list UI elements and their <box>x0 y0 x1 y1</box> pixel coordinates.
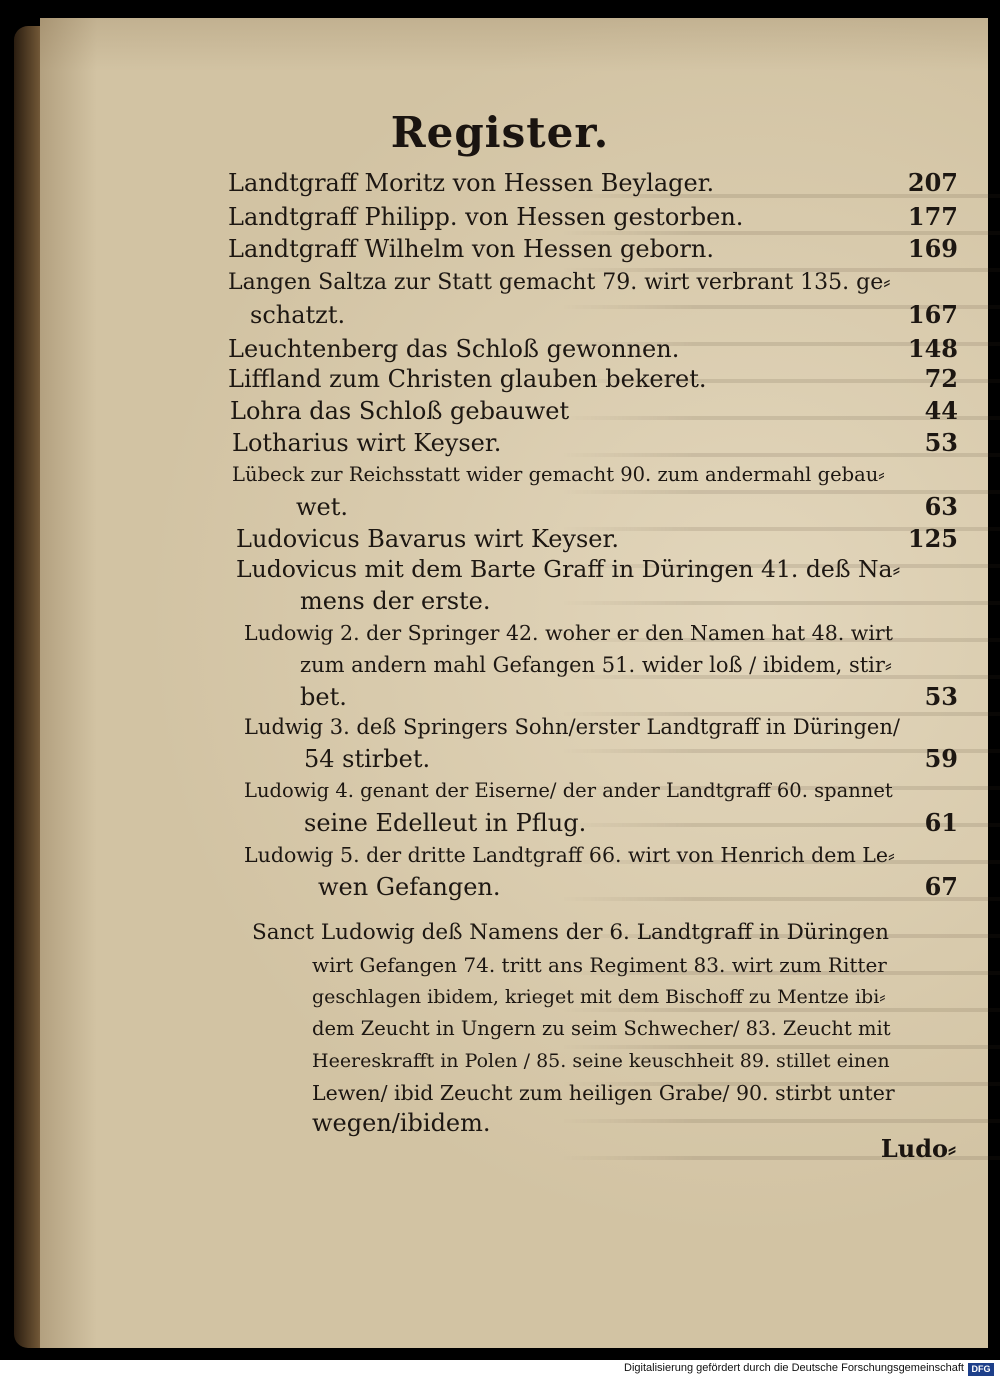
page-reference: 67 <box>924 872 958 901</box>
page-reference: 167 <box>907 300 958 329</box>
page-reference: 125 <box>907 524 958 553</box>
dfg-logo-icon: DFG <box>968 1363 994 1376</box>
entry-continuation: seine Edelleut in Pflug. <box>304 809 587 837</box>
page-reference: 59 <box>924 744 958 773</box>
entry-continuation: zum andern mahl Gefangen 51. wider loß / ibidem, stir⸗ <box>300 653 892 677</box>
entry-line: Landtgraff Moritz von Hessen Beylager. <box>228 169 715 197</box>
page-reference: 61 <box>924 808 958 837</box>
entry-line: Ludwig 3. deß Springers Sohn/erster Landtgraff in Düringen/ <box>244 715 900 739</box>
entry-continuation: wirt Gefangen 74. tritt ans Regiment 83. wirt zum Ritter <box>312 953 887 977</box>
catchword: Ludo⸗ <box>880 1134 956 1163</box>
entry-continuation: wet. <box>296 493 349 521</box>
entry-line: Ludovicus mit dem Barte Graff in Düringen 41. deß Na⸗ <box>236 555 901 583</box>
entry-line: Sanct Ludowig deß Namens der 6. Landtgraff in Düringen <box>252 920 889 945</box>
entry-continuation: dem Zeucht in Ungern zu seim Schwecher/ 83. Zeucht mit <box>312 1017 891 1040</box>
entry-line: Landtgraff Philipp. von Hessen gestorben. <box>228 203 744 231</box>
entry-continuation: schatzt. <box>250 301 346 329</box>
footer-credit: Digitalisierung gefördert durch die Deutsche Forschungsgemeinschaft <box>624 1362 964 1374</box>
entry-continuation: mens der erste. <box>300 587 491 615</box>
page-reference: 72 <box>924 364 958 393</box>
page-reference: 177 <box>907 202 958 231</box>
entry-continuation: bet. <box>300 683 347 711</box>
entry-line: Ludowig 4. genant der Eiserne/ der ander Landtgraff 60. spannet <box>244 779 893 802</box>
entry-line: Leuchtenberg das Schloß gewonnen. <box>228 335 680 363</box>
page-reference: 53 <box>924 428 958 457</box>
footer-bar <box>0 1360 1000 1380</box>
entry-continuation: 54 stirbet. <box>304 745 431 773</box>
page-reference: 148 <box>907 334 958 363</box>
entry-line: Lohra das Schloß gebauwet <box>230 397 570 425</box>
entry-line: Liffland zum Christen glauben bekeret. <box>228 365 707 393</box>
entry-continuation: Heereskrafft in Polen / 85. seine keuschheit 89. stillet einen <box>312 1050 890 1072</box>
entry-line: Ludowig 2. der Springer 42. woher er den Namen hat 48. wirt <box>244 621 893 645</box>
page-reference: 207 <box>907 168 958 197</box>
entry-continuation: wegen/ibidem. <box>312 1109 491 1137</box>
entry-line: Langen Saltza zur Statt gemacht 79. wirt verbrant 135. ge⸗ <box>228 270 891 295</box>
page-heading: Register. <box>390 108 610 157</box>
page-reference: 44 <box>924 396 958 425</box>
entry-continuation: Lewen/ ibid Zeucht zum heiligen Grabe/ 90. stirbt unter <box>312 1081 895 1105</box>
page-reference: 169 <box>907 234 958 263</box>
entry-continuation: wen Gefangen. <box>318 873 501 901</box>
entry-line: Landtgraff Wilhelm von Hessen geborn. <box>228 235 714 263</box>
entry-line: Lotharius wirt Keyser. <box>232 429 502 457</box>
page-reference: 63 <box>924 492 958 521</box>
entry-line: Ludowig 5. der dritte Landtgraff 66. wirt von Henrich dem Le⸗ <box>244 843 895 867</box>
entry-continuation: geschlagen ibidem, krieget mit dem Bischoff zu Mentze ibi⸗ <box>312 986 886 1008</box>
entry-line: Lübeck zur Reichsstatt wider gemacht 90. zum andermahl gebau⸗ <box>232 463 885 486</box>
entry-line: Ludovicus Bavarus wirt Keyser. <box>236 525 619 553</box>
page-reference: 53 <box>924 682 958 711</box>
